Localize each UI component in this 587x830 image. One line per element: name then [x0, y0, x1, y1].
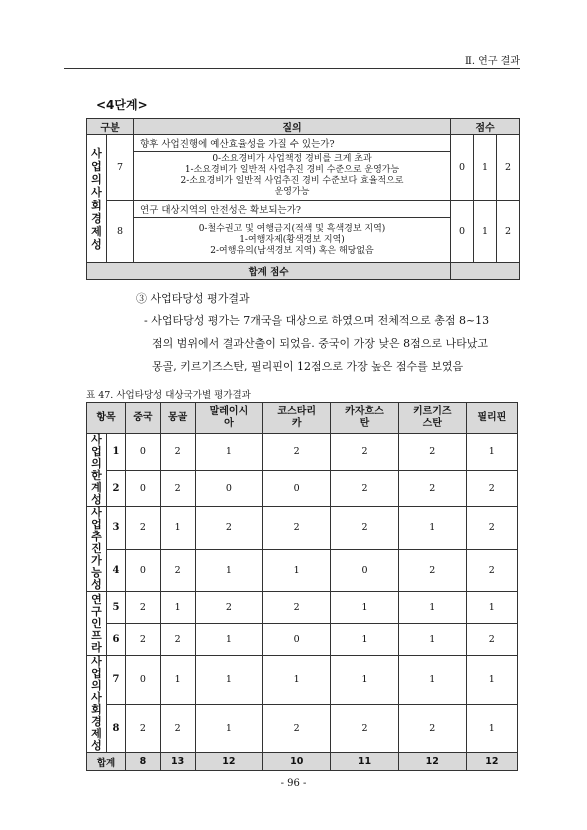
score-cell: 2 — [466, 470, 517, 507]
question-header: 질의 — [134, 119, 451, 135]
country-header: 중국 — [126, 403, 161, 434]
total-value: 11 — [331, 753, 399, 771]
criterion: 운영가능 — [274, 187, 310, 197]
country-header: 코스타리 카 — [263, 403, 331, 434]
score-cell: 0 — [195, 470, 263, 507]
criterion: 0-소요경비가 사업책정 경비를 크게 초과 — [212, 154, 372, 164]
country-evaluation-table — [86, 402, 518, 771]
row-number: 8 — [107, 201, 134, 263]
table-row — [87, 592, 518, 624]
result-paragraph — [144, 309, 524, 378]
score-cell: 0 — [263, 624, 331, 656]
total-value: 13 — [160, 753, 195, 771]
row-number: 6 — [107, 624, 126, 656]
stage-title: <4단계> — [96, 98, 148, 112]
score-cell: 2 — [160, 434, 195, 471]
table-row — [87, 549, 518, 592]
row-number: 8 — [107, 704, 126, 753]
total-row — [87, 753, 518, 771]
score-cell: 2 — [126, 624, 161, 656]
score-header: 점수 — [451, 119, 520, 135]
table-row — [87, 656, 518, 705]
score-cell: 1 — [466, 434, 517, 471]
criterion: 1-소요경비가 일반적 사업추진 경비 수준으로 운영가능 — [184, 165, 400, 175]
score-cell: 1 — [195, 434, 263, 471]
chapter-header: Ⅱ. 연구 결과 — [465, 56, 520, 67]
score-1: 1 — [474, 201, 497, 263]
score-cell: 2 — [126, 592, 161, 624]
group-label: 연구인프라 — [87, 592, 107, 656]
score-cell: 2 — [331, 434, 399, 471]
score-cell: 2 — [195, 592, 263, 624]
score-2: 2 — [497, 201, 520, 263]
score-cell: 2 — [263, 704, 331, 753]
score-cell: 1 — [160, 592, 195, 624]
score-cell: 2 — [331, 704, 399, 753]
total-value: 8 — [126, 753, 161, 771]
score-cell: 1 — [195, 549, 263, 592]
score-cell: 1 — [160, 507, 195, 550]
table-row — [87, 470, 518, 507]
row-number: 2 — [107, 470, 126, 507]
group-label: 사업의사회경제성 — [87, 135, 107, 263]
criterion: 1-여행자제(황색경보 지역) — [239, 234, 345, 245]
total-value: 12 — [195, 753, 263, 771]
score-cell: 1 — [398, 592, 466, 624]
score-cell: 2 — [398, 470, 466, 507]
question-text: 연구 대상지역의 안전성은 확보되는가? — [134, 201, 451, 218]
criteria-list — [134, 218, 451, 263]
section-title: ③ 사업타당성 평가결과 — [136, 292, 250, 305]
table-row — [87, 624, 518, 656]
paragraph-line: 몽골, 키르기즈스탄, 필리핀이 12점으로 가장 높은 점수를 보였음 — [152, 360, 464, 373]
score-cell: 1 — [466, 656, 517, 705]
score-cell: 2 — [466, 549, 517, 592]
criterion: 2-여행유의(남색경보 지역) 혹은 해당없음 — [210, 245, 374, 256]
score-cell: 1 — [466, 704, 517, 753]
paragraph-line: 점의 범위에서 결과산출이 되었음. 중국이 가장 낮은 8점으로 나타났고 — [152, 337, 488, 350]
score-0: 0 — [451, 135, 474, 201]
item-header: 항목 — [87, 403, 126, 434]
country-header: 카자흐스 탄 — [331, 403, 399, 434]
total-value: 12 — [466, 753, 517, 771]
question-text: 향후 사업진행에 예산효율성을 가질 수 있는가? — [134, 135, 451, 152]
score-cell: 1 — [398, 507, 466, 550]
total-value: 12 — [398, 753, 466, 771]
score-cell: 2 — [466, 507, 517, 550]
table-row — [87, 507, 518, 550]
score-cell: 1 — [263, 549, 331, 592]
score-cell: 1 — [195, 656, 263, 705]
row-number: 3 — [107, 507, 126, 550]
criteria-list — [134, 152, 451, 201]
country-header: 말레이시 아 — [195, 403, 263, 434]
score-cell: 1 — [398, 656, 466, 705]
table-row — [87, 704, 518, 753]
score-cell: 2 — [160, 704, 195, 753]
row-number: 1 — [107, 434, 126, 471]
criterion: 0-철수권고 및 여행금지(적색 및 흑색경보 지역) — [198, 223, 386, 234]
score-cell: 1 — [263, 656, 331, 705]
score-cell: 1 — [331, 624, 399, 656]
page-number: - 96 - — [280, 778, 307, 789]
score-cell: 2 — [331, 470, 399, 507]
score-cell: 2 — [195, 507, 263, 550]
score-2: 2 — [497, 135, 520, 201]
total-score-cell — [451, 263, 520, 280]
score-cell: 0 — [126, 470, 161, 507]
score-0: 0 — [451, 201, 474, 263]
score-cell: 2 — [331, 507, 399, 550]
score-1: 1 — [474, 135, 497, 201]
paragraph-line: - 사업타당성 평가는 7개국을 대상으로 하였으며 전체적으로 총점 8~13 — [144, 314, 490, 327]
row-number: 5 — [107, 592, 126, 624]
header-rule — [64, 68, 520, 69]
score-cell: 2 — [160, 624, 195, 656]
score-cell: 2 — [160, 549, 195, 592]
country-header: 키르기즈 스탄 — [398, 403, 466, 434]
score-cell: 1 — [195, 704, 263, 753]
score-cell: 2 — [160, 470, 195, 507]
score-cell: 1 — [331, 656, 399, 705]
table-caption: 표 47. 사업타당성 대상국가별 평가결과 — [86, 390, 251, 401]
row-number: 7 — [107, 135, 134, 201]
score-cell: 1 — [398, 624, 466, 656]
country-header: 필리핀 — [466, 403, 517, 434]
group-label: 사업의사회경제성 — [87, 656, 107, 753]
total-score-label: 합계 점수 — [87, 263, 451, 280]
score-cell: 2 — [126, 704, 161, 753]
criterion: 2-소요경비가 일반적 사업추진 경비 수준보다 효율적으로 — [180, 176, 404, 186]
total-label: 합계 — [87, 753, 126, 771]
score-cell: 2 — [398, 434, 466, 471]
score-cell: 2 — [263, 507, 331, 550]
score-cell: 2 — [466, 624, 517, 656]
score-cell: 2 — [398, 704, 466, 753]
score-cell: 1 — [195, 624, 263, 656]
score-cell: 1 — [466, 592, 517, 624]
stage4-question-table — [86, 118, 520, 280]
table-row — [87, 434, 518, 471]
country-header: 몽골 — [160, 403, 195, 434]
score-cell: 2 — [126, 507, 161, 550]
row-number: 7 — [107, 656, 126, 705]
score-cell: 2 — [263, 434, 331, 471]
score-cell: 0 — [263, 470, 331, 507]
score-cell: 1 — [160, 656, 195, 705]
group-label: 사업추진가능성 — [87, 507, 107, 592]
score-cell: 0 — [126, 656, 161, 705]
category-header: 구분 — [87, 119, 134, 135]
score-cell: 2 — [263, 592, 331, 624]
group-label: 사업의한계성 — [87, 434, 107, 507]
row-number: 4 — [107, 549, 126, 592]
score-cell: 0 — [331, 549, 399, 592]
total-value: 10 — [263, 753, 331, 771]
score-cell: 2 — [398, 549, 466, 592]
score-cell: 0 — [126, 549, 161, 592]
score-cell: 0 — [126, 434, 161, 471]
score-cell: 1 — [331, 592, 399, 624]
